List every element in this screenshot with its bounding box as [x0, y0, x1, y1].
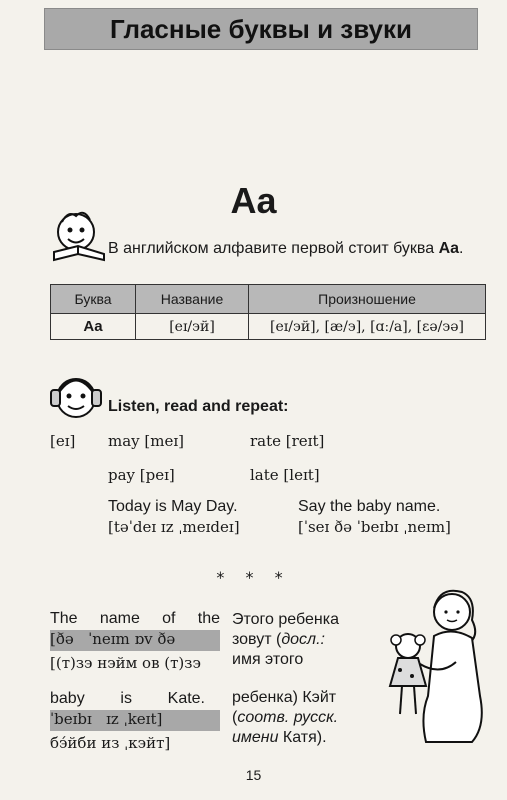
sentence-left-ipa: [təˈdeɪ ɪz ˌmeɪdeɪ] [108, 518, 240, 536]
alphabet-table [50, 284, 486, 340]
drill-word-may: may [meɪ] [108, 432, 185, 450]
drill-sound: [eɪ] [50, 432, 76, 450]
cell-pronunciation: [eɪ/эй], [æ/э], [ɑː/a], [ɛə/эə] [249, 314, 486, 340]
header-pronunciation: Произношение [249, 285, 486, 314]
section-title: Гласные буквы и звуки [110, 13, 412, 44]
example-line2-translit: бэ́йби из ˌкэйт] [50, 734, 171, 752]
letter-heading: Aa [230, 180, 277, 221]
sentence-right-ipa: [ˈseɪ ðə ˈbeɪbɪ ˌneɪm] [298, 518, 451, 536]
example-line2: baby is Kate. [50, 690, 205, 707]
sentence-right: Say the baby name. [298, 498, 441, 515]
listen-heading: Listen, read and repeat: [108, 398, 289, 415]
cell-name: [eɪ/эй] [136, 314, 249, 340]
reading-boy-illustration [48, 208, 108, 264]
drill-word-pay: pay [peɪ] [108, 466, 175, 484]
example-line2-ipa: ˈbeɪbɪ ɪz ˌkeɪt] [50, 710, 220, 731]
example-line1: The name of the [50, 610, 220, 627]
drill-word-rate: rate [reɪt] [250, 432, 325, 450]
cell-letter: Aa [51, 314, 136, 340]
section-divider-stars: * * * [216, 568, 291, 587]
headphones-boy-illustration [46, 364, 106, 434]
translation-block: Этого ребенка зовут (досл.: имя этого ребенка) Кэйт (соотв. русск. имени Катя). [232, 611, 339, 746]
example-line1-ipa: [ðə ˈneɪm ɒv ðə [50, 630, 220, 651]
header-name: Название [136, 285, 249, 314]
drill-word-late: late [leɪt] [250, 466, 320, 484]
mother-child-illustration [376, 586, 492, 746]
header-letter: Буква [51, 285, 136, 314]
page-number: 15 [245, 767, 262, 783]
example-line1-translit: [(т)зэ нэйм ов (т)зэ [50, 654, 201, 672]
intro-sentence: В английском алфавите первой стоит буква Aa. [108, 240, 464, 257]
sentence-left: Today is May Day. [108, 498, 238, 515]
section-title-bar [44, 8, 478, 50]
